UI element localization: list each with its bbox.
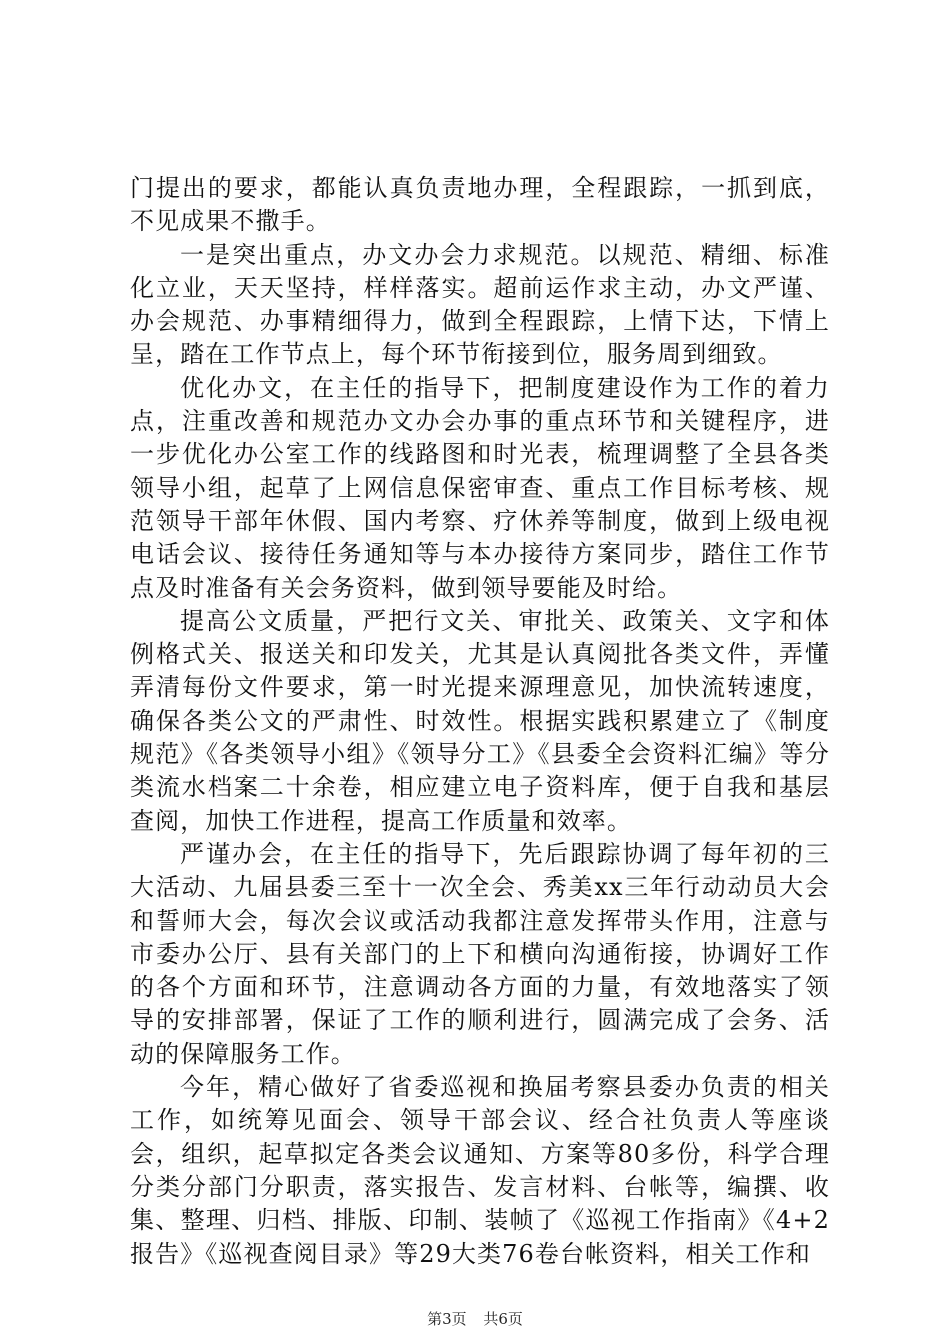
paragraph-this-year: 今年，精心做好了省委巡视和换届考察县委办负责的相关工作，如统筹见面会、领导干部会议、经合社负责人等座谈会，组织，起草拟定各类会议通知、方案等80多份，科学合理分类分部门分职责，落实报告、发言材料、台帐等，编撰、收集、整理、归档、排版、印制、装帧了《巡视工作指南》《4+2报告》《巡视查阅目录》等29大类76卷台帐资料，相关工作和: [130, 1073, 830, 1268]
document-body: [130, 172, 830, 1271]
page-number: 第3页: [427, 1310, 467, 1328]
paragraph-meetings: 严谨办会，在主任的指导下，先后跟踪协调了每年初的三大活动、九届县委三至十一次全会、秀美xx三年行动动员大会和誓师大会，每次会议或活动我都注意发挥带头作用，注意与市委办公厅、县有关部门的上下和横向沟通衔接，协调好工作的各个方面和环节，注意调动各方面的力量，有效地落实了领导的安排部署，保证了工作的顺利进行，圆满完成了会务、活动的保障服务工作。: [130, 839, 830, 1068]
paragraph-highlights: 一是突出重点，办文办会力求规范。以规范、精细、标准化立业，天天坚持，样样落实。超前运作求主动，办文严谨、办会规范、办事精细得力，做到全程跟踪，上情下达，下情上呈，踏在工作节点上，每个环节衔接到位，服务周到细致。: [130, 240, 830, 369]
paragraph-document-quality: 提高公文质量，严把行文关、审批关、政策关、文字和体例格式关、报送关和印发关，尤其是认真阅批各类文件，弄懂弄清每份文件要求，第一时光提来源理意见，加快流转速度，确保各类公文的严肃性、时效性。根据实践积累建立了《制度规范》《各类领导小组》《领导分工》《县委全会资料汇编》等分类流水档案二十余卷，相应建立电子资料库，便于自我和基层查阅，加快工作进程，提高工作质量和效率。: [130, 606, 830, 835]
paragraph-continued: 门提出的要求，都能认真负责地办理，全程跟踪，一抓到底，不见成果不撒手。: [130, 174, 830, 236]
page-total: 共6页: [483, 1310, 523, 1328]
paragraph-optimize-documents: 优化办文，在主任的指导下，把制度建设作为工作的着力点，注重改善和规范办文办会办事的重点环节和关键程序，进一步优化办公室工作的线路图和时光表，梳理调整了全县各类领导小组，起草了上网信息保密审查、重点工作目标考核、规范领导干部年休假、国内考察、疗休养等制度，做到上级电视电话会议、接待任务通知等与本办接待方案同步，踏住工作节点及时准备有关会务资料，做到领导要能及时给。: [130, 373, 830, 602]
page-footer: [0, 1308, 950, 1329]
